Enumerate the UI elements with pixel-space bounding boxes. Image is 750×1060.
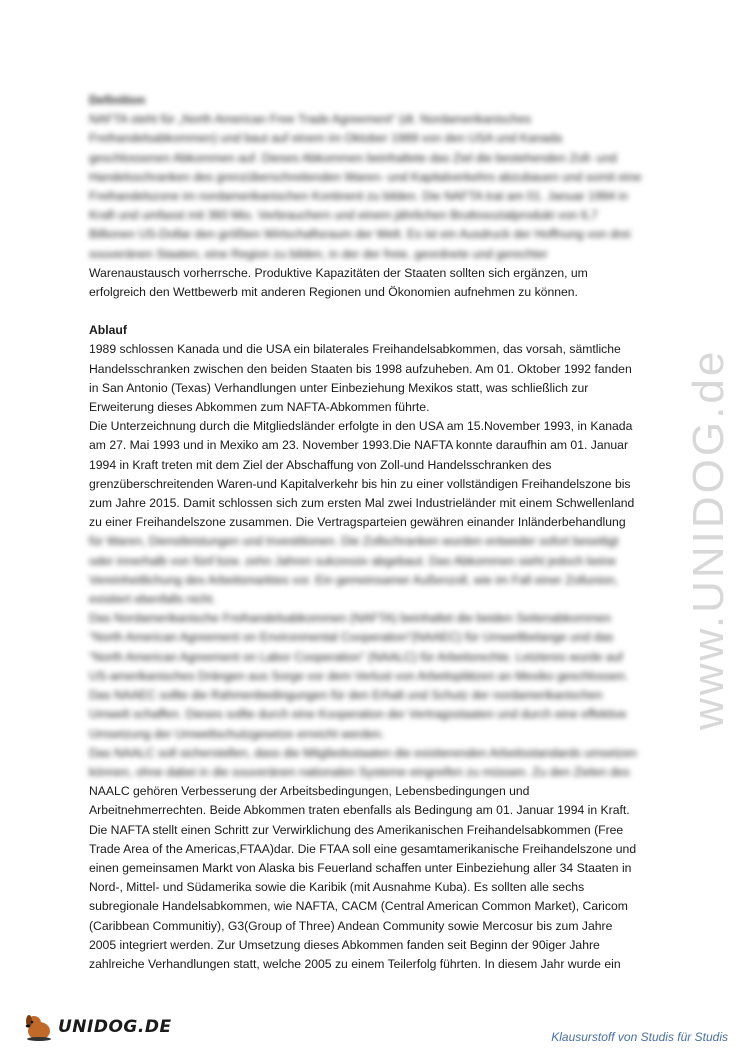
text-line: (Caribbean Communitiy), G3(Group of Three) Andean Community sowie Mercosur bis zum Jahre (89, 918, 613, 933)
logo-text: UNIDOG.DE (58, 1017, 172, 1037)
ablauf-lines-1 (89, 340, 665, 532)
text-line: Das NAAEC sollte die Rahmenbedingungen für den Erhalt und Schutz der nordamerikanischen (89, 688, 603, 703)
footer-tagline: Klausurstoff von Studis für Studis (551, 1030, 728, 1044)
text-line: Die Unterzeichnung durch die Mitgliedsländer erfolgte in den USA am 15.November 1993, in Kanada (89, 419, 633, 434)
definition-blurred-lines (89, 110, 665, 264)
text-line: Nord-, Mittel- und Südamerika sowie die Karibik (mit Ausnahme Kuba). Es sollten alle sechs (89, 880, 585, 895)
text-line: können, ohne dabei in die souveränen nationalen Systeme eingreifen zu müssen. Zu den Zielen des (89, 764, 630, 779)
watermark-text: www.UNIDOG.de (684, 348, 733, 730)
definition-heading: Definition (89, 93, 146, 107)
text-line: Handelsschranken des grenzüberschreitenden Waren- und Kapitalverkehrs abzubauen und somit eine (89, 169, 642, 184)
text-line: in San Antonio (Texas) Verhandlungen unter Einbeziehung Mexikos statt, was schließlich zur (89, 380, 589, 395)
text-line: 2005 integriert werden. Zur Umsetzung dieses Abkommen fanden seit Beginn der 90iger Jahre (89, 937, 600, 952)
text-line: “North American Agreement on Environmental Cooperation”(NAAEC) für Umweltbelange und das (89, 630, 614, 645)
text-line: Freihandelsabkommen) und baut auf einem im Oktober 1989 von den USA und Kanada (89, 131, 562, 146)
definition-visible-lines (89, 264, 665, 302)
text-line: Umsetzung der Umweltschutzgesetze erreicht werden. (89, 726, 385, 741)
text-line: Arbeitnehmerrechten. Beide Abkommen traten ebenfalls als Bedingung am 01. Januar 1994 in Kraft. (89, 803, 630, 818)
text-line: zu einer Freihandelszone zusammen. Die Vertragsparteien gewähren einander Inländerbehandlung (89, 515, 626, 530)
text-line: 1989 schlossen Kanada und die USA ein bilaterales Freihandelsabkommen, das vorsah, sämtliche (89, 342, 621, 357)
text-line: souveränen Staaten, eine Region zu bilden, in der der freie, geordnete und gerechter (89, 246, 548, 261)
text-line: NAALC gehören Verbesserung der Arbeitsbedingungen, Lebensbedingungen und (89, 784, 530, 799)
text-line: Erweiterung dieses Abkommen zum NAFTA-Abkommen führte. (89, 400, 430, 415)
text-line: Vereinheitlichung des Arbeitsmarktes vor. Ein gemeinsamer Außenzoll, wie im Fall einer Zollunion, (89, 572, 619, 587)
text-line: einen gemeinsamen Markt von Alaska bis Feuerland schaffen unter Einbeziehung aller 34 Staaten in (89, 860, 632, 875)
ablauf-blurred-lines (89, 532, 665, 782)
text-line: Trade Area of the Americas,FTAA)dar. Die FTAA soll eine gesamtamerikanische Freihandelszone und (89, 841, 637, 856)
text-line: oder innerhalb von fünf bzw. zehn Jahren sukzessiv abgebaut. Das Abkommen sieht jedoch keine (89, 553, 617, 568)
text-line: US-amerikanisches Drängen aus Sorge vor dem Verlust von Arbeitsplätzen an Mexiko geschlossen. (89, 668, 629, 683)
text-line: erfolgreich den Wettbewerb mit anderen Regionen und Ökonomien aufnehmen zu können. (89, 285, 578, 300)
text-line: Handelsschranken zwischen den beiden Staaten bis 1998 aufzuheben. Am 01. Oktober 1992 fanden (89, 361, 632, 376)
text-line: existiert ebenfalls nicht. (89, 592, 216, 607)
watermark (655, 280, 750, 740)
text-line: Die NAFTA stellt einen Schritt zur Verwirklichung des Amerikanischen Freihandelsabkommen (Free (89, 822, 624, 837)
text-line: subregionale Handelsabkommen, wie NAFTA, CACM (Central American Common Market), Caricom (89, 899, 628, 914)
text-line: grenzüberschreitenden Waren-und Kapitalverkehr bis hin zu einer vollständigen Freihandelszone bis (89, 476, 631, 491)
definition-section-blurred (89, 91, 665, 264)
text-line: 1994 in Kraft treten mit dem Ziel der Abschaffung von Zoll-und Handelsschranken des (89, 457, 552, 472)
text-line: Warenaustausch vorherrsche. Produktive Kapazitäten der Staaten sollten sich ergänzen, um (89, 265, 588, 280)
text-line: Umwelt schaffen. Dieses sollte durch eine Kooperation der Vertragsstaaten und durch eine effektive (89, 707, 627, 722)
ablauf-lines-2 (89, 782, 665, 974)
text-line: Freihandelszone im nordamerikanischen Kontinent zu bilden. Die NAFTA trat am 01. Januar 1994 in (89, 189, 629, 204)
text-line: zahlreiche Verhandlungen statt, welche 2005 zu einem Teilerfolg führten. In diesem Jahr wurde ein (89, 956, 621, 971)
dog-icon (22, 1012, 56, 1042)
text-line: geschlossenen Abkommen auf. Dieses Abkommen beinhaltete das Ziel die bestehenden Zoll- und (89, 150, 617, 165)
text-line: “North American Agreement on Labor Cooperation” (NAALC) für Arbeitsrechte. Letzteres wurde auf (89, 649, 623, 664)
text-line: für Waren, Dienstleistungen und Investitionen. Die Zollschranken wurden entweder sofort beseitigt (89, 534, 619, 549)
document-body (89, 91, 665, 974)
text-line: NAFTA steht für „North American Free Trade Agreement“ (dt. Nordamerikanisches (89, 112, 532, 127)
text-line: am 27. Mai 1993 und in Mexiko am 23. November 1993.Die NAFTA konnte daraufhin am 01. Januar (89, 438, 629, 453)
text-line: Kraft und umfasst mit 360 Mio. Verbrauchern und einem jährlichen Bruttosozialprodukt von 6,7 (89, 208, 598, 223)
text-line: Das Nordamerikanische Freihandelsabkommen (NAFTA) beinhaltet die beiden Seitenabkommen (89, 611, 612, 626)
text-line: zum Jahre 2015. Damit schlossen sich zum ersten Mal zwei Industrieländer mit einem Schwellenland (89, 496, 635, 511)
text-line: Billionen US-Dollar den größten Wirtschaftsraum der Welt. Es ist ein Ausdruck der Hoffnung von drei (89, 227, 631, 242)
unidog-logo (22, 1012, 172, 1042)
ablauf-heading: Ablauf (89, 323, 127, 338)
text-line: Das NAALC soll sicherstellen, dass die Mitgliedsstaaten die existierenden Arbeitsstandards umsetzen (89, 745, 638, 760)
